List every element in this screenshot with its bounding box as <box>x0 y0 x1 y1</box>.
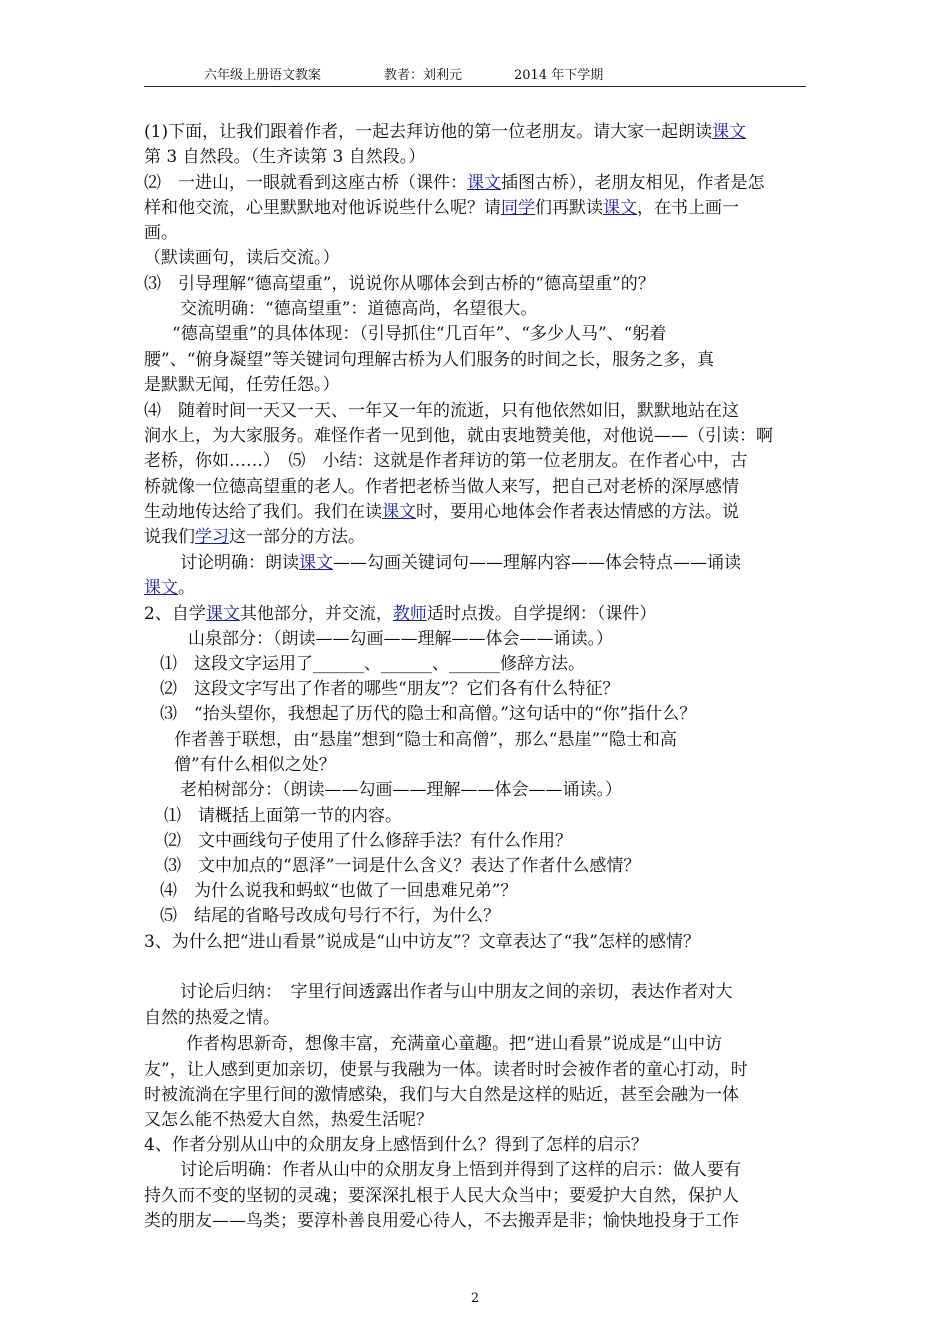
text-line <box>144 196 739 220</box>
text-run: 友”，让人感到更加亲切，使景与我融为一体。读者时时会被作者的童心打动，时 <box>144 1060 748 1080</box>
text-line <box>160 904 500 928</box>
text-run: 4、作者分别从山中的众朋友身上感悟到什么？得到了怎样的启示？ <box>144 1135 648 1155</box>
text-run: ⑷ 随着时间一天又一天、一年又一年的流逝，只有他依然如旧，默默地站在这 <box>144 401 739 421</box>
text-line <box>160 677 619 701</box>
text-line <box>180 297 537 321</box>
text-line <box>160 702 696 726</box>
text-run: 是默默无闻，任劳任怨。） <box>144 375 340 395</box>
text-line <box>174 753 336 777</box>
text-line <box>180 1158 741 1182</box>
text-line <box>180 551 741 575</box>
header-term: 2014 年下学期 <box>514 68 604 83</box>
hyperlink[interactable]: 课文 <box>144 578 178 598</box>
text-run: 讨论后归纳： 字里行间透露出作者与山中朋友之间的亲切，表达作者对大 <box>180 982 733 1002</box>
text-run: 适时点拨。自学提纲：（课件） <box>426 604 657 624</box>
text-line <box>144 1108 433 1132</box>
text-line <box>164 804 402 828</box>
text-run: 老柏树部分：（朗读——勾画——理解——体会——诵读。） <box>180 780 622 800</box>
text-run: ，在书上画一 <box>637 198 739 218</box>
text-run: ——勾画关键词句——理解内容——体会特点——诵读 <box>333 553 741 573</box>
text-run: 作者善于联想，由“悬崖”想到“隐士和高僧”，那么“悬崖”“隐士和高 <box>174 730 677 750</box>
text-run: 插图古桥），老朋友相见，作者是怎 <box>501 173 765 193</box>
text-run: （默读画句，读后交流。） <box>144 248 340 268</box>
text-line <box>144 221 178 245</box>
text-run: 讨论明确：朗读 <box>180 553 299 573</box>
text-run: ⑴ 这段文字运用了______、______、______修辞方法。 <box>160 654 585 674</box>
text-line <box>144 475 739 499</box>
text-run: ⑵ 这段文字写出了作者的哪些“朋友”？它们各有什么特征？ <box>160 679 620 699</box>
text-line <box>144 373 340 397</box>
text-run: ⑵ 一进山，一眼就看到这座古桥（课件： <box>144 173 467 193</box>
text-run: 老桥，你如……） ⑸ 小结：这就是作者拜访的第一位老朋友。在作者心中，古 <box>144 451 748 471</box>
text-line <box>144 272 655 296</box>
text-run: “德高望重”的具体体现：（引导抓住“几百年”、“多少人马”、“躬着 <box>172 324 667 344</box>
text-run: 时被流淌在字里行间的激情感染，我们与大自然是这样的贴近，甚至会融为一体 <box>144 1085 739 1105</box>
header-teacher: 教者：刘利元 <box>384 68 463 83</box>
text-run: 第 3 自然段。（生齐读第 3 自然段。） <box>144 147 426 167</box>
text-run: 僧”有什么相似之处？ <box>174 755 336 775</box>
text-run: 生动地传达给了我们。我们在读 <box>144 502 382 522</box>
hyperlink[interactable]: 课文 <box>299 553 333 573</box>
text-line <box>164 854 640 878</box>
text-run: 山泉部分：（朗读——勾画——理解——体会——诵读。） <box>188 629 613 649</box>
hyperlink[interactable]: 学习 <box>195 527 229 547</box>
text-run: 时，要用心地体会作者表达情感的方法。说 <box>416 502 739 522</box>
text-line <box>144 171 765 195</box>
text-line <box>144 449 748 473</box>
hyperlink[interactable]: 课文 <box>603 198 637 218</box>
text-line <box>144 348 714 372</box>
text-run: ⑴ 请概括上面第一节的内容。 <box>164 806 402 826</box>
text-run: 类的朋友——鸟类；要淳朴善良用爱心待人，不去搬弄是非；愉快地投身于工作 <box>144 1211 739 1231</box>
text-line <box>144 1209 739 1233</box>
text-run: ⑶ 文中加点的“恩泽”一词是什么含义？表达了作者什么感情？ <box>164 856 641 876</box>
text-line <box>144 424 773 448</box>
text-run: 交流明确：“德高望重”：道德高尚，名望很大。 <box>180 299 538 319</box>
text-run: ⑸ 结尾的省略号改成句号行不行，为什么？ <box>160 906 500 926</box>
text-line <box>174 728 677 752</box>
text-line <box>144 1006 280 1030</box>
text-run: 自然的热爱之情。 <box>144 1008 280 1028</box>
text-line <box>144 576 195 600</box>
text-line <box>144 246 340 270</box>
text-line <box>186 1032 722 1056</box>
text-run: 这一部分的方法。 <box>229 527 365 547</box>
text-line <box>160 652 585 676</box>
text-run: 样和他交流，心里默默地对他诉说些什么呢？请 <box>144 198 501 218</box>
text-run: 说我们 <box>144 527 195 547</box>
header-divider <box>144 86 806 87</box>
text-line <box>164 829 572 853</box>
text-run: 又怎么能不热爱大自然，热爱生活呢？ <box>144 1110 433 1130</box>
text-line <box>144 120 746 144</box>
text-line <box>144 145 425 169</box>
hyperlink[interactable]: 教师 <box>392 604 427 624</box>
text-run: ⑵ 文中画线句子使用了什么修辞手法？有什么作用？ <box>164 831 572 851</box>
text-run: 腰”、“俯身凝望”等关键词句理解古桥为人们服务的时间之长，服务之多，真 <box>144 350 715 370</box>
text-run: ⑷ 为什么说我和蚂蚁“也做了一回患难兄弟”？ <box>160 881 518 901</box>
hyperlink[interactable]: 课文 <box>382 502 416 522</box>
text-line <box>144 602 656 626</box>
text-run: 2、自学 <box>144 604 206 624</box>
page-header <box>144 66 806 86</box>
text-line <box>180 980 733 1004</box>
page-number: 2 <box>470 1291 480 1306</box>
text-line <box>180 778 622 802</box>
text-line <box>144 930 700 954</box>
text-line <box>144 1083 739 1107</box>
hyperlink[interactable]: 课文 <box>467 173 501 193</box>
text-line <box>144 1184 739 1208</box>
text-line <box>160 879 517 903</box>
text-line <box>144 399 739 423</box>
text-run: 其他部分，并交流， <box>239 604 393 624</box>
text-run: (1)下面，让我们跟着作者，一起去拜访他的第一位老朋友。请大家一起朗读 <box>144 122 713 142</box>
text-run: 。 <box>178 578 195 598</box>
text-run: 讨论后明确：作者从山中的众朋友身上悟到并得到了这样的启示：做人要有 <box>180 1160 741 1180</box>
text-run: 持久而不变的坚韧的灵魂；要深深扎根于人民大众当中；要爱护大自然，保护人 <box>144 1186 739 1206</box>
text-run: 3、为什么把“进山看景”说成是“山中访友”？文章表达了“我”怎样的感情？ <box>144 932 700 952</box>
text-run: 涧水上，为大家服务。难怪作者一见到他，就由衷地赞美他，对他说——（引读：啊 <box>144 426 773 446</box>
hyperlink[interactable]: 课文 <box>205 604 240 624</box>
hyperlink[interactable]: 课文 <box>712 122 747 142</box>
text-run: 作者构思新奇，想像丰富，充满童心童趣。把“进山看景”说成是“山中访 <box>186 1034 723 1054</box>
text-run: 们再默读 <box>535 198 603 218</box>
text-line <box>144 1133 648 1157</box>
header-course: 六年级上册语文教案 <box>204 68 322 83</box>
text-line <box>188 627 613 651</box>
text-line <box>144 500 739 524</box>
text-run: ⑶ 引导理解“德高望重”，说说你从哪体会到古桥的“德高望重”的？ <box>144 274 655 294</box>
text-line <box>172 322 666 346</box>
hyperlink[interactable]: 同学 <box>501 198 535 218</box>
text-run: 桥就像一位德高望重的老人。作者把老桥当做人来写，把自己对老桥的深厚感情 <box>144 477 739 497</box>
text-run: ⑶ “抬头望你，我想起了历代的隐士和高僧。”这句话中的“你”指什么？ <box>160 704 697 724</box>
text-run: 画。 <box>144 223 178 243</box>
text-line <box>144 525 365 549</box>
text-line <box>144 1058 748 1082</box>
